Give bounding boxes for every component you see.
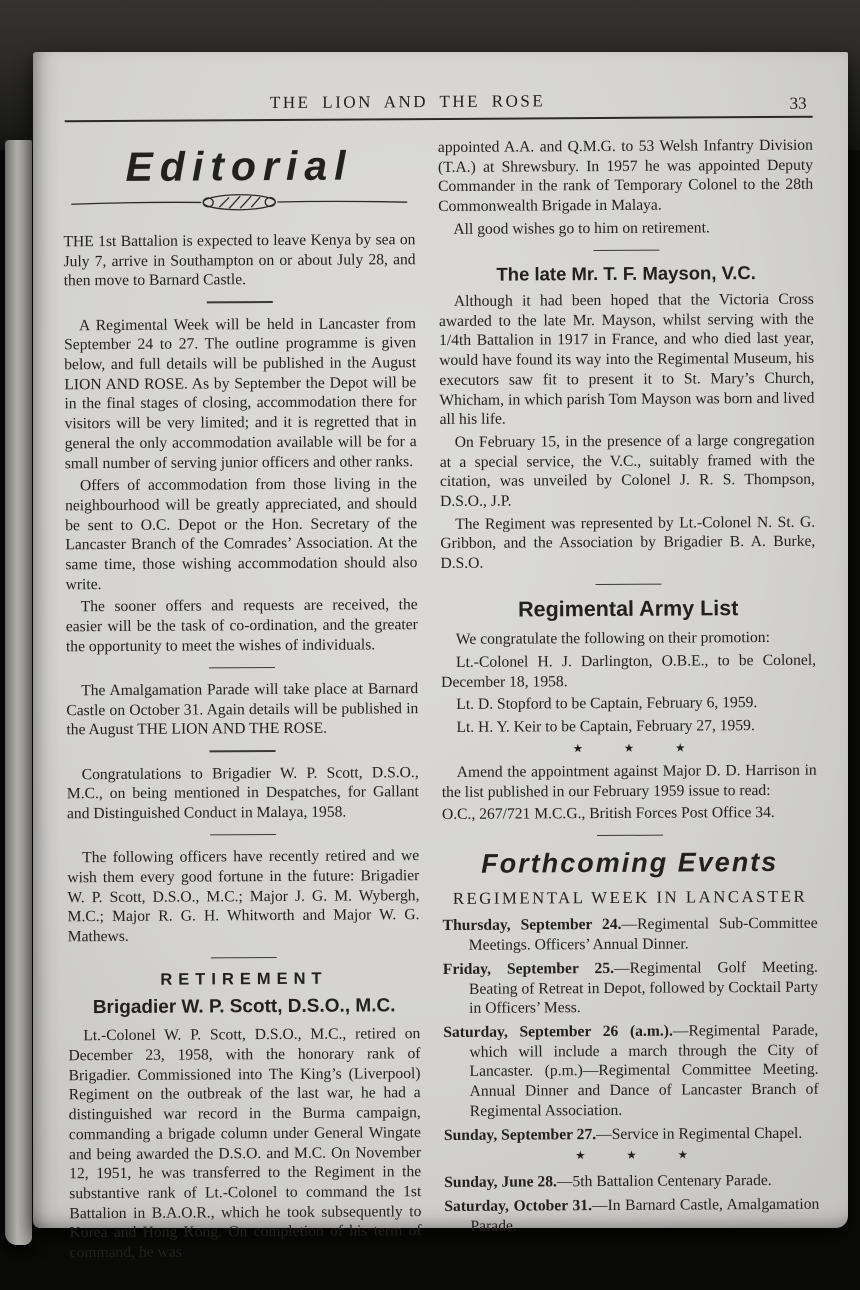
event-day: Saturday, September 26 (a.m.). xyxy=(443,1022,673,1041)
two-column-layout xyxy=(63,136,820,1266)
book-spine-edge xyxy=(5,140,32,1245)
mayson-heading: The late Mr. T. F. Mayson, V.C. xyxy=(496,262,756,285)
header-rule xyxy=(65,116,813,122)
amendment-result: O.C., 267/721 M.C.G., British Forces Post Office 34. xyxy=(441,804,775,824)
section-divider xyxy=(207,301,273,303)
right-column xyxy=(438,136,820,1264)
event-item xyxy=(444,1123,819,1145)
event-description: —Service in Regimental Chapel. xyxy=(596,1124,803,1143)
event-item xyxy=(444,1171,819,1193)
event-item xyxy=(443,1021,819,1122)
continuation-paragraph: All good wishes go to him on retirement. xyxy=(453,219,710,238)
page-header xyxy=(63,90,813,125)
editorial-paragraph: The Amalgamation Parade will take place at Barnard Castle on October 31. Again details will be published in the August THE LION AND THE ROSE. xyxy=(66,680,419,739)
event-item xyxy=(443,958,818,1019)
star-separator: ★ ★ ★ xyxy=(575,1149,688,1163)
army-list-heading: Regimental Army List xyxy=(518,596,739,622)
editorial-paragraph: The sooner offers and requests are received, the easier will be the task of co-ordination, and the greater the opportunity to meet the wishes of individuals. xyxy=(65,596,418,656)
section-divider xyxy=(210,834,276,836)
event-day: Sunday, June 28. xyxy=(444,1173,557,1192)
event-day: Sunday, September 27. xyxy=(443,1125,597,1144)
magazine-page xyxy=(33,52,848,1262)
editorial-title: Editorial xyxy=(125,142,353,190)
amendment-paragraph: Amend the appointment against Major D. D. Harrison in the list published in our February 1959 issue to read: xyxy=(441,761,817,801)
continuation-paragraph: appointed A.A. and Q.M.G. to 53 Welsh Infantry Division (T.A.) at Shrewsbury. In 1957 he was appointed Deputy Commander in the rank of Temporary Colonel to the 28th Commonwealth Brigade in Malaya. xyxy=(437,136,814,216)
promotion-item: Lt.-Colonel H. J. Darlington, O.B.E., to be Colonel, December 18, 1958. xyxy=(441,651,817,691)
event-item xyxy=(443,914,818,956)
section-divider xyxy=(211,957,277,959)
section-divider xyxy=(593,249,659,251)
editorial-paragraph: The following officers have recently retired and we wish them every good fortune in the future: Brigadier W. P. Scott, D.S.O., M.C.; Major J. G. M. Wybergh, M.C.; Major R. G. H. Whitworth and Major W. G. Mathews. xyxy=(67,847,420,946)
journal-title: THE LION AND THE ROSE xyxy=(269,91,546,113)
mayson-paragraph: On February 15, in the presence of a large congregation at a special service, the V.C., suitably framed with the citation, was unveiled by Colonel J. R. S. Thompson, D.S.O., J.P. xyxy=(439,431,815,511)
page-number: 33 xyxy=(789,93,807,113)
mayson-paragraph: The Regiment was represented by Lt.-Colonel N. St. G. Gribbon, and the Association by Brigadier B. A. Burke, D.S.O. xyxy=(440,513,816,573)
event-description: —In Barnard Castle, Amalgamation Parade. xyxy=(470,1195,820,1235)
events-heading: Forthcoming Events xyxy=(481,847,779,880)
retirement-heading: RETIREMENT xyxy=(160,969,328,990)
event-description: —Regimental Parade, which will include a march through the City of Lancaster. (p.m.)—Regimental Committee Meeting. Annual Dinner and Dance of Lancaster Branch of Regimental Association. xyxy=(469,1021,819,1120)
army-list-intro: We congratulate the following on their promotion: xyxy=(455,629,770,649)
event-day: Friday, September 25. xyxy=(442,959,615,978)
event-day: Saturday, October 31. xyxy=(444,1197,592,1215)
page-content xyxy=(29,50,851,1267)
retirement-paragraph: Lt.-Colonel W. P. Scott, D.S.O., M.C., retired on December 23, 1958, with the honorary rank of Brigadier. Commissioned into The King’s (Liverpool) Regiment on the outbreak of the last war, he had a distinguished war record in the Burma campaign, commanding a brigade column under General Wingate and being awarded the D.S.O. and M.C. On November 12, 1951, he was transferred to the Regiment in the substantive rank of Lt.-Colonel to command the 1st Battalion in B.A.O.R., which he took subsequently to Korea and Hong Kong. On completion of his term of command, he was xyxy=(68,1025,422,1262)
event-day: Thursday, September 24. xyxy=(442,916,622,935)
promotion-item: Lt. D. Stopford to be Captain, February 6, 1959. xyxy=(456,694,758,714)
event-description: —Regimental Golf Meeting. Beating of Retreat in Depot, followed by Cocktail Party in Officers’ Mess. xyxy=(468,958,819,1018)
event-description: —5th Battalion Centenary Parade. xyxy=(556,1172,772,1191)
left-column xyxy=(63,138,422,1266)
section-divider xyxy=(209,667,275,669)
editorial-paragraph: Congratulations to Brigadier W. P. Scott, D.S.O., M.C., on being mentioned in Despatches, for Gallant and Distinguished Conduct in Malaya, 1958. xyxy=(66,763,419,823)
event-description: —Regimental Sub-Committee Meetings. Officers’ Annual Dinner. xyxy=(468,915,818,955)
editorial-paragraph: THE 1st Battalion is expected to leave Kenya by sea on July 7, arrive in Southampton on or about July 28, and then move to Barnard Castle. xyxy=(63,231,416,290)
editorial-paragraph: A Regimental Week will be held in Lancaster from September 24 to 27. The outline programme is given below, and full details will be published in the August LION AND ROSE. As by September the Depot will be in the final stages of closing, accommodation there for visitors will be very limited; and it is regretted that in general the only accommodation available will be for a small number of serving junior officers and other ranks. xyxy=(64,314,417,472)
section-divider xyxy=(595,584,661,586)
section-divider xyxy=(597,835,663,837)
editorial-paragraph: Offers of accommodation from those living in the neighbourhood will be greatly appreciated, and should be sent to O.C. Depot or the Hon. Secretary of the Lancaster Branch of the Comrades’ Association. At the same time, those wishing accommodation should also write. xyxy=(65,475,418,594)
section-divider xyxy=(210,750,276,752)
retirement-subheading: Brigadier W. P. Scott, D.S.O., M.C. xyxy=(92,995,396,1019)
mayson-paragraph: Although it had been hoped that the Victoria Cross awarded to the late Mr. Mayson, whilst serving with the 1/4th Battalion in 1917 in France, and who died last year, would have found its way into the Regimental Museum, his executors saw fit to present it to St. Mary’s Church, Whicham, in which parish Tom Mayson was born and lived all his life. xyxy=(438,290,815,429)
events-subheading: REGIMENTAL WEEK IN LANCASTER xyxy=(452,887,808,909)
star-separator: ★ ★ ★ xyxy=(572,742,686,756)
rope-ornament-icon xyxy=(63,191,415,218)
event-item xyxy=(444,1195,819,1237)
promotion-item: Lt. H. Y. Keir to be Captain, February 27, 1959. xyxy=(456,717,755,737)
